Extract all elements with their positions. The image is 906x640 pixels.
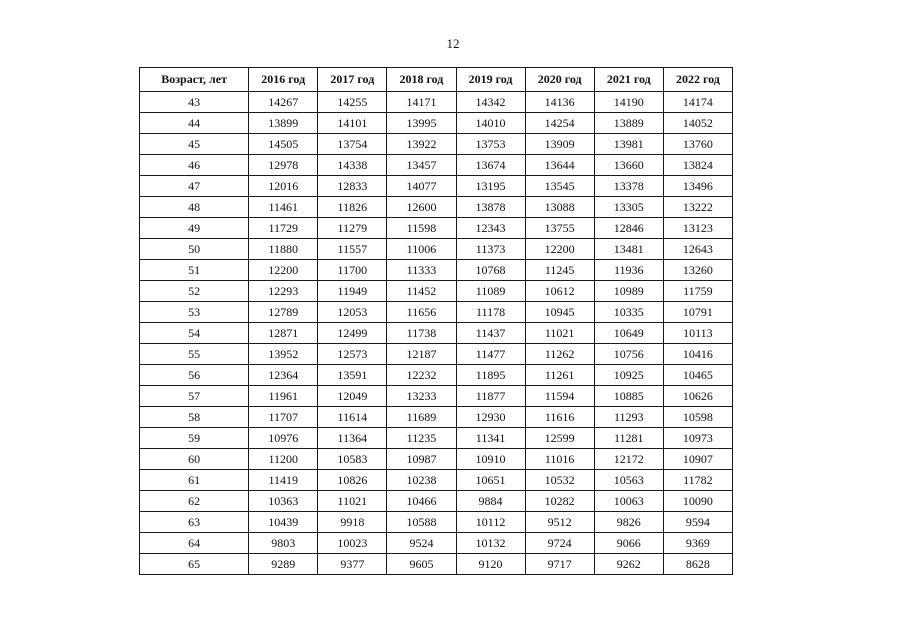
cell-2018: 11689 <box>387 407 456 428</box>
cell-2016: 11729 <box>249 218 318 239</box>
cell-age: 45 <box>140 134 249 155</box>
cell-age: 60 <box>140 449 249 470</box>
cell-2022: 10113 <box>663 323 732 344</box>
cell-age: 47 <box>140 176 249 197</box>
cell-age: 59 <box>140 428 249 449</box>
table-row <box>140 512 733 533</box>
cell-2016: 13952 <box>249 344 318 365</box>
cell-2021: 14190 <box>594 92 663 113</box>
cell-2020: 13909 <box>525 134 594 155</box>
cell-age: 49 <box>140 218 249 239</box>
header-2022: 2022 год <box>663 68 732 92</box>
cell-age: 57 <box>140 386 249 407</box>
table-row <box>140 533 733 554</box>
cell-2021: 13889 <box>594 113 663 134</box>
cell-2017: 10826 <box>318 470 387 491</box>
cell-2020: 10612 <box>525 281 594 302</box>
cell-2016: 12978 <box>249 155 318 176</box>
header-2020: 2020 год <box>525 68 594 92</box>
cell-2022: 9594 <box>663 512 732 533</box>
table-row <box>140 470 733 491</box>
cell-2017: 12053 <box>318 302 387 323</box>
cell-2022: 11759 <box>663 281 732 302</box>
cell-2022: 8628 <box>663 554 732 575</box>
cell-2018: 11333 <box>387 260 456 281</box>
table-row <box>140 92 733 113</box>
cell-2019: 11477 <box>456 344 525 365</box>
cell-2019: 11437 <box>456 323 525 344</box>
cell-age: 54 <box>140 323 249 344</box>
cell-2021: 13305 <box>594 197 663 218</box>
cell-2019: 11089 <box>456 281 525 302</box>
cell-2020: 10282 <box>525 491 594 512</box>
cell-2022: 13760 <box>663 134 732 155</box>
cell-2022: 12643 <box>663 239 732 260</box>
cell-age: 48 <box>140 197 249 218</box>
cell-2022: 10907 <box>663 449 732 470</box>
header-2017: 2017 год <box>318 68 387 92</box>
cell-2016: 12293 <box>249 281 318 302</box>
cell-2016: 11707 <box>249 407 318 428</box>
cell-2018: 11452 <box>387 281 456 302</box>
cell-2016: 11419 <box>249 470 318 491</box>
cell-2022: 10598 <box>663 407 732 428</box>
cell-2019: 10112 <box>456 512 525 533</box>
cell-2019: 12930 <box>456 407 525 428</box>
table-row <box>140 554 733 575</box>
cell-2016: 12200 <box>249 260 318 281</box>
cell-2022: 10626 <box>663 386 732 407</box>
cell-2017: 9377 <box>318 554 387 575</box>
table-row <box>140 134 733 155</box>
cell-2017: 12049 <box>318 386 387 407</box>
table-row <box>140 113 733 134</box>
cell-2016: 9289 <box>249 554 318 575</box>
cell-2018: 11656 <box>387 302 456 323</box>
cell-2016: 12789 <box>249 302 318 323</box>
cell-2019: 10132 <box>456 533 525 554</box>
cell-age: 58 <box>140 407 249 428</box>
cell-2021: 13481 <box>594 239 663 260</box>
cell-2021: 10885 <box>594 386 663 407</box>
cell-2022: 10416 <box>663 344 732 365</box>
cell-2020: 12200 <box>525 239 594 260</box>
header-2016: 2016 год <box>249 68 318 92</box>
cell-2019: 13195 <box>456 176 525 197</box>
cell-age: 46 <box>140 155 249 176</box>
table-row <box>140 302 733 323</box>
page-number: 12 <box>446 36 460 51</box>
cell-2018: 9605 <box>387 554 456 575</box>
cell-2016: 11200 <box>249 449 318 470</box>
cell-2021: 10925 <box>594 365 663 386</box>
cell-2017: 11557 <box>318 239 387 260</box>
cell-2021: 13660 <box>594 155 663 176</box>
cell-2018: 13457 <box>387 155 456 176</box>
cell-2020: 11021 <box>525 323 594 344</box>
table-header-row <box>140 68 733 92</box>
cell-2016: 12871 <box>249 323 318 344</box>
cell-2020: 9724 <box>525 533 594 554</box>
table-row <box>140 218 733 239</box>
cell-2020: 11245 <box>525 260 594 281</box>
header-2019: 2019 год <box>456 68 525 92</box>
cell-2021: 10063 <box>594 491 663 512</box>
header-2021: 2021 год <box>594 68 663 92</box>
cell-2019: 9884 <box>456 491 525 512</box>
cell-2022: 10465 <box>663 365 732 386</box>
cell-age: 65 <box>140 554 249 575</box>
cell-2018: 10238 <box>387 470 456 491</box>
table-row <box>140 260 733 281</box>
cell-2017: 9918 <box>318 512 387 533</box>
cell-2016: 10363 <box>249 491 318 512</box>
header-2018: 2018 год <box>387 68 456 92</box>
cell-age: 64 <box>140 533 249 554</box>
cell-2018: 12232 <box>387 365 456 386</box>
cell-2017: 11021 <box>318 491 387 512</box>
cell-2019: 12343 <box>456 218 525 239</box>
cell-2020: 13545 <box>525 176 594 197</box>
cell-2020: 11262 <box>525 344 594 365</box>
table-row <box>140 344 733 365</box>
cell-2018: 11235 <box>387 428 456 449</box>
cell-2021: 10335 <box>594 302 663 323</box>
cell-2019: 10768 <box>456 260 525 281</box>
cell-2021: 13378 <box>594 176 663 197</box>
cell-age: 52 <box>140 281 249 302</box>
cell-2021: 13981 <box>594 134 663 155</box>
cell-2019: 13878 <box>456 197 525 218</box>
cell-2018: 13922 <box>387 134 456 155</box>
cell-2021: 11281 <box>594 428 663 449</box>
cell-2019: 14010 <box>456 113 525 134</box>
cell-2018: 14171 <box>387 92 456 113</box>
table-body <box>140 92 733 575</box>
cell-2018: 12600 <box>387 197 456 218</box>
cell-2021: 10563 <box>594 470 663 491</box>
cell-2022: 10973 <box>663 428 732 449</box>
cell-age: 51 <box>140 260 249 281</box>
cell-2021: 9826 <box>594 512 663 533</box>
cell-age: 44 <box>140 113 249 134</box>
cell-2016: 12364 <box>249 365 318 386</box>
cell-2021: 12846 <box>594 218 663 239</box>
cell-2017: 11279 <box>318 218 387 239</box>
cell-2022: 13123 <box>663 218 732 239</box>
table-row <box>140 281 733 302</box>
cell-2016: 10439 <box>249 512 318 533</box>
cell-age: 56 <box>140 365 249 386</box>
cell-2020: 11261 <box>525 365 594 386</box>
cell-2017: 13591 <box>318 365 387 386</box>
cell-2018: 10588 <box>387 512 456 533</box>
cell-2017: 14101 <box>318 113 387 134</box>
cell-2019: 11341 <box>456 428 525 449</box>
cell-2022: 10791 <box>663 302 732 323</box>
cell-2017: 10583 <box>318 449 387 470</box>
cell-age: 55 <box>140 344 249 365</box>
cell-2020: 14136 <box>525 92 594 113</box>
cell-2020: 10532 <box>525 470 594 491</box>
cell-2017: 12573 <box>318 344 387 365</box>
cell-2019: 9120 <box>456 554 525 575</box>
cell-2021: 11293 <box>594 407 663 428</box>
cell-2021: 11936 <box>594 260 663 281</box>
cell-age: 62 <box>140 491 249 512</box>
cell-2017: 11949 <box>318 281 387 302</box>
cell-2017: 11826 <box>318 197 387 218</box>
cell-2022: 10090 <box>663 491 732 512</box>
cell-2017: 11614 <box>318 407 387 428</box>
cell-2019: 11877 <box>456 386 525 407</box>
cell-2018: 9524 <box>387 533 456 554</box>
cell-2022: 13824 <box>663 155 732 176</box>
header-age: Возраст, лет <box>140 68 249 92</box>
cell-2018: 12187 <box>387 344 456 365</box>
table-row <box>140 239 733 260</box>
cell-2018: 11006 <box>387 239 456 260</box>
table-row <box>140 428 733 449</box>
cell-2018: 11598 <box>387 218 456 239</box>
cell-2022: 9369 <box>663 533 732 554</box>
cell-2018: 10987 <box>387 449 456 470</box>
cell-2020: 11616 <box>525 407 594 428</box>
table-row <box>140 155 733 176</box>
cell-2019: 13674 <box>456 155 525 176</box>
cell-2017: 12833 <box>318 176 387 197</box>
cell-2020: 14254 <box>525 113 594 134</box>
cell-2018: 13233 <box>387 386 456 407</box>
cell-2021: 9066 <box>594 533 663 554</box>
cell-2017: 11700 <box>318 260 387 281</box>
cell-2019: 13753 <box>456 134 525 155</box>
cell-2019: 11373 <box>456 239 525 260</box>
cell-2016: 13899 <box>249 113 318 134</box>
cell-2016: 11880 <box>249 239 318 260</box>
cell-2017: 13754 <box>318 134 387 155</box>
cell-2018: 10466 <box>387 491 456 512</box>
cell-2018: 13995 <box>387 113 456 134</box>
cell-2020: 9717 <box>525 554 594 575</box>
cell-2016: 12016 <box>249 176 318 197</box>
cell-2021: 10989 <box>594 281 663 302</box>
table-row <box>140 449 733 470</box>
cell-2020: 10945 <box>525 302 594 323</box>
cell-2016: 11961 <box>249 386 318 407</box>
cell-2017: 11364 <box>318 428 387 449</box>
table-row <box>140 323 733 344</box>
cell-2020: 13088 <box>525 197 594 218</box>
cell-2018: 14077 <box>387 176 456 197</box>
cell-2016: 9803 <box>249 533 318 554</box>
cell-2021: 12172 <box>594 449 663 470</box>
cell-2021: 10756 <box>594 344 663 365</box>
table-row <box>140 197 733 218</box>
cell-2020: 12599 <box>525 428 594 449</box>
cell-2022: 14052 <box>663 113 732 134</box>
cell-2019: 14342 <box>456 92 525 113</box>
cell-2021: 9262 <box>594 554 663 575</box>
cell-2022: 13496 <box>663 176 732 197</box>
cell-2017: 10023 <box>318 533 387 554</box>
cell-age: 63 <box>140 512 249 533</box>
cell-age: 61 <box>140 470 249 491</box>
cell-2016: 14505 <box>249 134 318 155</box>
cell-2020: 11016 <box>525 449 594 470</box>
cell-2022: 13222 <box>663 197 732 218</box>
cell-2019: 11178 <box>456 302 525 323</box>
table-row <box>140 365 733 386</box>
cell-2019: 11895 <box>456 365 525 386</box>
cell-2017: 12499 <box>318 323 387 344</box>
cell-2020: 13755 <box>525 218 594 239</box>
table-row <box>140 407 733 428</box>
cell-age: 53 <box>140 302 249 323</box>
cell-2019: 10651 <box>456 470 525 491</box>
table-row <box>140 386 733 407</box>
cell-2022: 13260 <box>663 260 732 281</box>
cell-2022: 11782 <box>663 470 732 491</box>
population-table <box>139 67 733 575</box>
cell-2019: 10910 <box>456 449 525 470</box>
cell-2017: 14255 <box>318 92 387 113</box>
cell-2020: 9512 <box>525 512 594 533</box>
table-row <box>140 491 733 512</box>
cell-2021: 10649 <box>594 323 663 344</box>
cell-age: 43 <box>140 92 249 113</box>
cell-2018: 11738 <box>387 323 456 344</box>
cell-2022: 14174 <box>663 92 732 113</box>
cell-2020: 11594 <box>525 386 594 407</box>
cell-2016: 11461 <box>249 197 318 218</box>
cell-age: 50 <box>140 239 249 260</box>
cell-2017: 14338 <box>318 155 387 176</box>
table-row <box>140 176 733 197</box>
cell-2020: 13644 <box>525 155 594 176</box>
cell-2016: 14267 <box>249 92 318 113</box>
cell-2016: 10976 <box>249 428 318 449</box>
